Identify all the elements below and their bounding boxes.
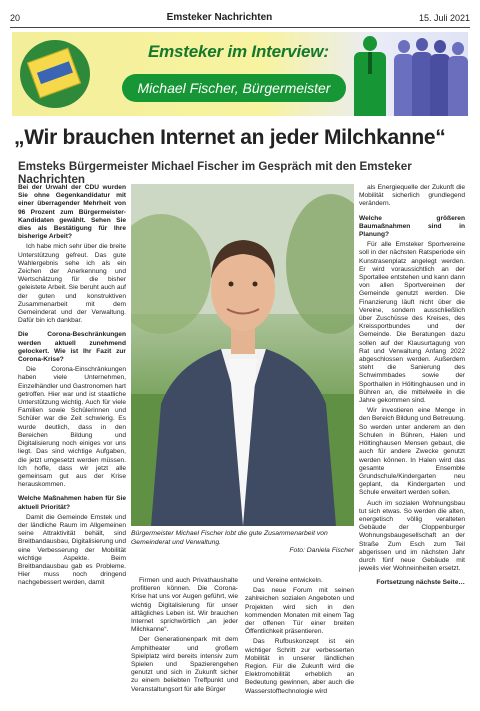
- text-column-1: [18, 184, 126, 590]
- article-paragraph: und Vereine entwickeln.: [253, 577, 323, 584]
- article-paragraph: Ich habe mich sehr über die breite Unterstützung gefreut. Das gute Wahlergebnis sehe ich als ein Zeichen der Anerkennung und Wertschätzung für die bisher geleistete Arbeit. Sie beruht auch auf der guten und konstruktiven Zusammenarbeit mit dem Gemeinderat und der Verwaltung. Dafür bin ich dankbar.: [18, 243, 126, 325]
- page-header: [10, 8, 470, 28]
- photo-credit: Foto: Daniela Fischer: [289, 547, 354, 555]
- interview-question: Bei der Urwahl der CDU wurden Sie ohne Gegenkandidatur mit einer überragender Mehrheit von 96 Prozent zum Bürgermeister-Kandidaten gewählt. Sehen Sie dies als Bestätigung für Ihre bisherige Arbeit?: [18, 184, 126, 241]
- caption-text: Bürgermeister Michael Fischer lobt die gute Zusammenarbeit von Gemeinderat und Verwaltung.: [131, 530, 328, 546]
- article-paragraph: Firmen und auch Privathaushalte profitieren können. Die Corona-Krise hat uns vor Augen geführt, wie wichtig Digitalisierung für unser alltägliches Leben ist. Wir brauchen Internet sprichwörtlich „an jeder Milchkanne“.: [131, 577, 238, 634]
- newspaper-title: Emsteker Nachrichten: [166, 12, 273, 23]
- article-paragraph: als Energiequelle der Zukunft die Mobilität sicherlich grundlegend verändern.: [359, 184, 465, 208]
- silhouette-group-icon: [394, 34, 468, 116]
- subheadline: Emsteks Bürgermeister Michael Fischer im Gespräch mit den Emsteker Nachrichten: [18, 160, 412, 186]
- text-column-4: [359, 184, 465, 590]
- logo-badge-icon: [20, 40, 90, 108]
- banner-title: Emsteker im Interview:: [148, 42, 329, 61]
- text-column-2: [131, 577, 238, 696]
- article-paragraph: Die Corona-Einschränkungen haben viele Unternehmen, Einzelhändler und Gastronomen hart getroffen. Hier war und ist staatliche Unterstützung wichtig. Auch für viele Familien sowie Schülerinnen und Schüler war die Zeit schwierig. Es wurde deutlich, dass in den Bereichen Bildung und Digitalisierung noch einiges vor uns liegt. Das sind wichtige Aufgaben, die jetzt umgesetzt werden müssen. Ich hoffe, dass wir jetzt alle gemeinsam gut aus der Krise herauskommen.: [18, 366, 126, 489]
- photo-caption: [131, 530, 354, 556]
- headline: „Wir brauchen Internet an jeder Milchkanne“: [14, 126, 446, 149]
- issue-date: 15. Juli 2021: [418, 12, 470, 23]
- interview-banner: [12, 32, 468, 116]
- text-column-3: [245, 577, 354, 698]
- banner-name: Michael Fischer, Bürgermeister: [122, 74, 346, 102]
- portrait-illustration: [131, 184, 354, 526]
- businessman-silhouette-icon: [352, 34, 388, 116]
- interview-question: Welche größeren Baumaßnahmen sind in Planung?: [359, 214, 465, 239]
- article-paragraph: Der Generationenpark mit dem Amphitheater und großem Spielplatz wird bereits intensiv zum Spielen und Spazierengehen genutzt und sich in Zukunft sicher zu einem beliebten Treffpunkt und Veranstaltungsort für alle Bürger: [131, 636, 238, 693]
- interview-question: Welche Maßnahmen haben für Sie aktuell Priorität?: [18, 495, 126, 511]
- page-number: 20: [10, 12, 21, 23]
- article-paragraph: Damit die Gemeinde Emstek und der ländliche Raum im Allgemeinen seine Attraktivität behält, sind Breitbandausbau, Digitalisierung und eine Verbesserung der Mobilität wichtige Aspekte. Beim Breitbandausbau gab es Probleme. Hier muss noch dringend nachgebessert werden, damit: [18, 513, 126, 587]
- article-paragraph: Auch im sozialen Wohnungsbau tut sich etwas. So werden die alten, energetisch völlig veralteten Gebäude der Cloppenburger Wohnungsbaugesellschaft an der Straße Zum Esch zum Teil abgerissen und im nächsten Jahr durch fünf neue Gebäude mit jeweils vier Wohneinheiten ersetzt.: [359, 499, 465, 573]
- continuation-note: Fortsetzung nächste Seite…: [376, 579, 465, 587]
- article-paragraph: Wir investieren eine Menge in den Bereich Bildung und Betreuung. So werden unter anderem an den Schulen in Bühren, Halen und Höltinghausen Mensen gebaut, die auch für andere Zwecke genutzt werden können. In Halen wird das gesamte Ensemble Grundschule/Kindergarten neu geplant, da Kindergarten und Schule erweitert werden sollen.: [359, 407, 465, 497]
- article-paragraph: Das neue Forum mit seinen zahlreichen sozialen Angeboten und Projekten wird sich in den kommenden Monaten mit einem Tag der offenen Tür einer breiten Öffentlichkeit präsentieren.: [245, 587, 354, 636]
- article-paragraph: Für alle Emsteker Sportvereine soll in der nächsten Ratsperiode ein Kunstrasenplatz angelegt werden. Er wird voraussichtlich an der Sportallee entstehen und kann dann von allen Sportvereinen der Gemeinde genutzt werden. Die Finanzierung läuft nicht über die Vereine, sondern ausschließlich über Zuschüsse des Kreises, des Kreissportbundes und der Gemeinde. Die Beratungen dazu sollen auf der Klausurtagung von Rat und Verwaltung Anfang 2022 abgeschlossen werden. Außerdem steht die Sanierung des Schwimmbades sowie der Sporthallen in Höltinghausen und in Bühren an, die mittelweile in die Jahre gekommen sind.: [359, 241, 465, 405]
- article-paragraph: Das Rufbuskonzept ist ein wichtiger Schritt zur verbesserten Mobilität in unserer ländlichen Region. Für die Zukunft wird die Elektromobilität erheblich an Bedeutung gewinnen, aber auch die Wasserstofftechnologie wird: [245, 638, 354, 695]
- portrait-photo: [131, 184, 354, 526]
- interview-question: Die Corona-Beschränkungen werden aktuell zunehmend gelockert. Wie ist Ihr Fazit zur Corona-Krise?: [18, 331, 126, 364]
